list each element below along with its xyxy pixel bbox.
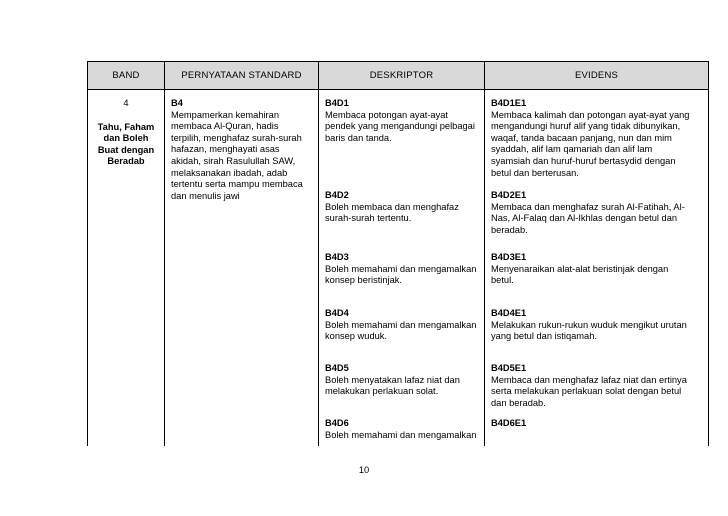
descriptor-cell bbox=[319, 252, 485, 308]
descriptor-code: B4D4 bbox=[325, 308, 349, 318]
descriptor-line: Boleh memahami dan mengamalkan bbox=[325, 319, 477, 330]
evidence-line: betul. bbox=[491, 275, 514, 286]
descriptor-cell bbox=[319, 363, 485, 418]
standard-line: dan menulis jawi bbox=[171, 190, 240, 201]
descriptor-cell bbox=[319, 308, 485, 363]
standard-line: membaca Al-Quran, hadis bbox=[171, 121, 279, 132]
evidence-line: dan beradab. bbox=[491, 397, 546, 408]
band-label-line: Buat dengan bbox=[97, 144, 155, 155]
evidence-cell bbox=[485, 363, 709, 418]
evidence-line: Membaca dan menghafaz lafaz niat dan ertinya bbox=[491, 374, 687, 385]
evidence-cell bbox=[485, 190, 709, 252]
evidence-code: B4D4E1 bbox=[491, 308, 527, 318]
header-evidence: EVIDENS bbox=[485, 62, 709, 90]
evidence-cell bbox=[485, 98, 709, 190]
table-row bbox=[88, 98, 709, 190]
descriptor-line: melakukan perlakuan solat. bbox=[325, 386, 439, 397]
evidence-line: Membaca dan menghafaz surah Al-Fatihah, Al- bbox=[491, 201, 685, 212]
evidence-cell bbox=[485, 418, 709, 446]
descriptor-code: B4D5 bbox=[325, 363, 349, 373]
evidence-code: B4D5E1 bbox=[491, 363, 527, 373]
standard-cell bbox=[165, 98, 319, 446]
descriptor-cell bbox=[319, 98, 485, 190]
rubric-table bbox=[87, 61, 709, 446]
evidence-line: syaddah, alif lam qamariah dan alif lam bbox=[491, 144, 653, 155]
evidence-code: B4D1E1 bbox=[491, 98, 527, 108]
evidence-line: betul dan berterusan. bbox=[491, 167, 579, 178]
band-number: 4 bbox=[123, 98, 129, 108]
descriptor-line: Boleh membaca dan menghafaz bbox=[325, 201, 459, 212]
descriptor-cell bbox=[319, 418, 485, 446]
evidence-cell bbox=[485, 252, 709, 308]
descriptor-code: B4D2 bbox=[325, 190, 349, 200]
evidence-line: serta melakukan perlakuan solat dengan betul bbox=[491, 386, 682, 397]
standard-line: melaksanakan ibadah, adab bbox=[171, 167, 288, 178]
descriptor-code: B4D1 bbox=[325, 98, 349, 108]
standard-line: hafazan, menghayati asas bbox=[171, 144, 280, 155]
descriptor-line: konsep wuduk. bbox=[325, 331, 388, 342]
descriptor-line: baris dan tanda. bbox=[325, 132, 392, 143]
descriptor-code: B4D3 bbox=[325, 252, 349, 262]
descriptor-line: Boleh memahami dan mengamalkan bbox=[325, 263, 477, 274]
band-label-line: Tahu, Faham bbox=[97, 121, 155, 132]
evidence-code: B4D2E1 bbox=[491, 190, 527, 200]
evidence-line: Nas, Al-Falaq dan Al-Ikhlas dengan betul dan bbox=[491, 213, 678, 224]
evidence-cell bbox=[485, 308, 709, 363]
evidence-line: beradab. bbox=[491, 224, 528, 235]
evidence-line: Menyenaraikan alat-alat beristinjak dengan bbox=[491, 263, 669, 274]
evidence-code: B4D6E1 bbox=[491, 418, 527, 428]
evidence-line: waqaf, tanda bacaan panjang, nun dan mim bbox=[491, 132, 672, 143]
header-band: BAND bbox=[88, 62, 165, 90]
descriptor-line: Boleh memahami dan mengamalkan bbox=[325, 429, 477, 440]
descriptor-line: Membaca potongan ayat-ayat bbox=[325, 109, 449, 120]
header-row bbox=[88, 62, 709, 90]
standard-line: Mempamerkan kemahiran bbox=[171, 109, 279, 120]
band-label-line: dan Boleh bbox=[103, 133, 149, 144]
standard-line: terpilih, menghafaz surah-surah bbox=[171, 132, 302, 143]
standard-line: akidah, sirah Rasulullah SAW, bbox=[171, 155, 296, 166]
band-label-line: Beradab bbox=[107, 156, 145, 167]
header-descriptor: DESKRIPTOR bbox=[319, 62, 485, 90]
descriptor-line: pendek yang mengandungi pelbagai bbox=[325, 121, 475, 132]
descriptor-line: surah-surah tertentu. bbox=[325, 213, 412, 224]
evidence-code: B4D3E1 bbox=[491, 252, 527, 262]
descriptor-line: konsep beristinjak. bbox=[325, 275, 402, 286]
descriptor-code: B4D6 bbox=[325, 418, 349, 428]
page-number: 10 bbox=[358, 465, 370, 475]
standard-line: tertentu serta mampu membaca bbox=[171, 179, 303, 190]
evidence-line: yang betul dan istiqamah. bbox=[491, 331, 597, 342]
evidence-line: syamsiah dan huruf-huruf bertasydid dengan bbox=[491, 155, 676, 166]
descriptor-cell bbox=[319, 190, 485, 252]
header-standard: PERNYATAAN STANDARD bbox=[165, 62, 319, 90]
evidence-line: mengandungi huruf alif yang tidak dibunyikan, bbox=[491, 121, 681, 132]
evidence-line: Membaca kalimah dan potongan ayat-ayat yang bbox=[491, 109, 690, 120]
evidence-line: Melakukan rukun-rukun wuduk mengikut urutan bbox=[491, 319, 687, 330]
standard-code: B4 bbox=[171, 98, 183, 108]
band-cell bbox=[88, 98, 165, 446]
descriptor-line: Boleh menyatakan lafaz niat dan bbox=[325, 374, 460, 385]
